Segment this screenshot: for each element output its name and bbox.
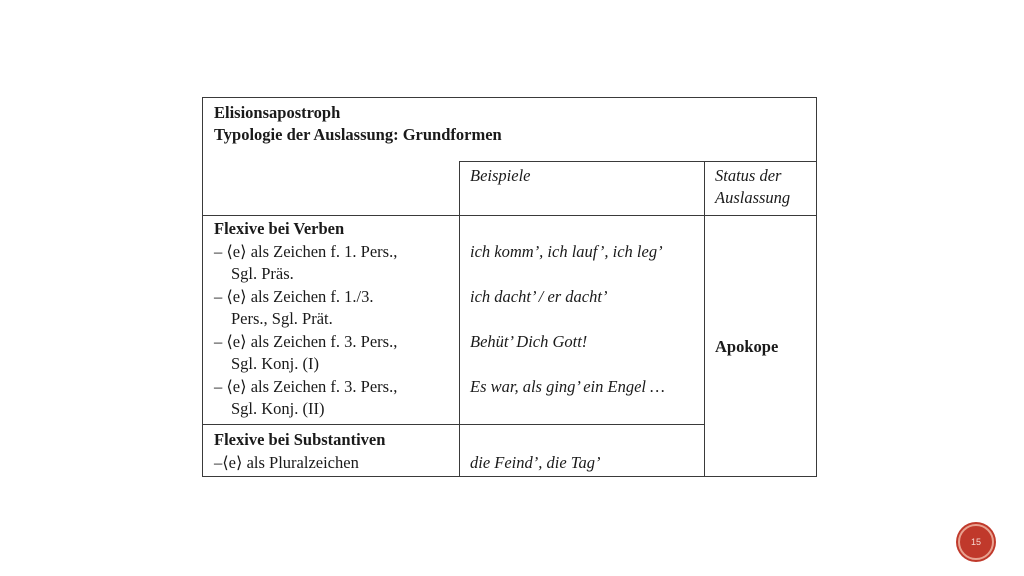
verb-example: ich dacht’ / er dacht’ bbox=[470, 287, 608, 306]
table-divider bbox=[203, 215, 816, 216]
table-divider bbox=[203, 424, 705, 425]
table-title: Elisionsapostroph bbox=[214, 103, 341, 122]
noun-heading: Flexive bei Substantiven bbox=[214, 430, 386, 449]
noun-item: –⟨e⟩ als Pluralzeichen bbox=[214, 453, 359, 472]
verb-example: ich komm’, ich lauf’, ich leg’ bbox=[470, 242, 663, 261]
verb-item: Sgl. Präs. bbox=[231, 264, 294, 283]
verb-item: – ⟨e⟩ als Zeichen f. 3. Pers., bbox=[214, 332, 398, 351]
verb-heading: Flexive bei Verben bbox=[214, 219, 345, 238]
header-status: Status der bbox=[715, 166, 782, 185]
verb-example: Es war, als ging’ ein Engel … bbox=[470, 377, 665, 396]
elision-typology-table bbox=[202, 97, 817, 477]
verb-item: Sgl. Konj. (I) bbox=[231, 354, 319, 373]
header-status: Auslassung bbox=[715, 188, 791, 207]
table-subtitle: Typologie der Auslassung: Grundformen bbox=[214, 125, 502, 144]
table-divider bbox=[459, 161, 460, 476]
verb-item: Pers., Sgl. Prät. bbox=[231, 309, 333, 328]
verb-item: Sgl. Konj. (II) bbox=[231, 399, 325, 418]
slide-number-badge: 15 bbox=[958, 524, 994, 560]
status-value: Apokope bbox=[715, 337, 779, 356]
table-divider bbox=[704, 161, 705, 476]
header-examples: Beispiele bbox=[470, 166, 531, 185]
noun-example: die Feind’, die Tag’ bbox=[470, 453, 601, 472]
verb-item: – ⟨e⟩ als Zeichen f. 1. Pers., bbox=[214, 242, 398, 261]
verb-item: – ⟨e⟩ als Zeichen f. 3. Pers., bbox=[214, 377, 398, 396]
table-divider bbox=[459, 161, 816, 162]
verb-example: Behüt’ Dich Gott! bbox=[470, 332, 588, 351]
verb-item: – ⟨e⟩ als Zeichen f. 1./3. bbox=[214, 287, 374, 306]
